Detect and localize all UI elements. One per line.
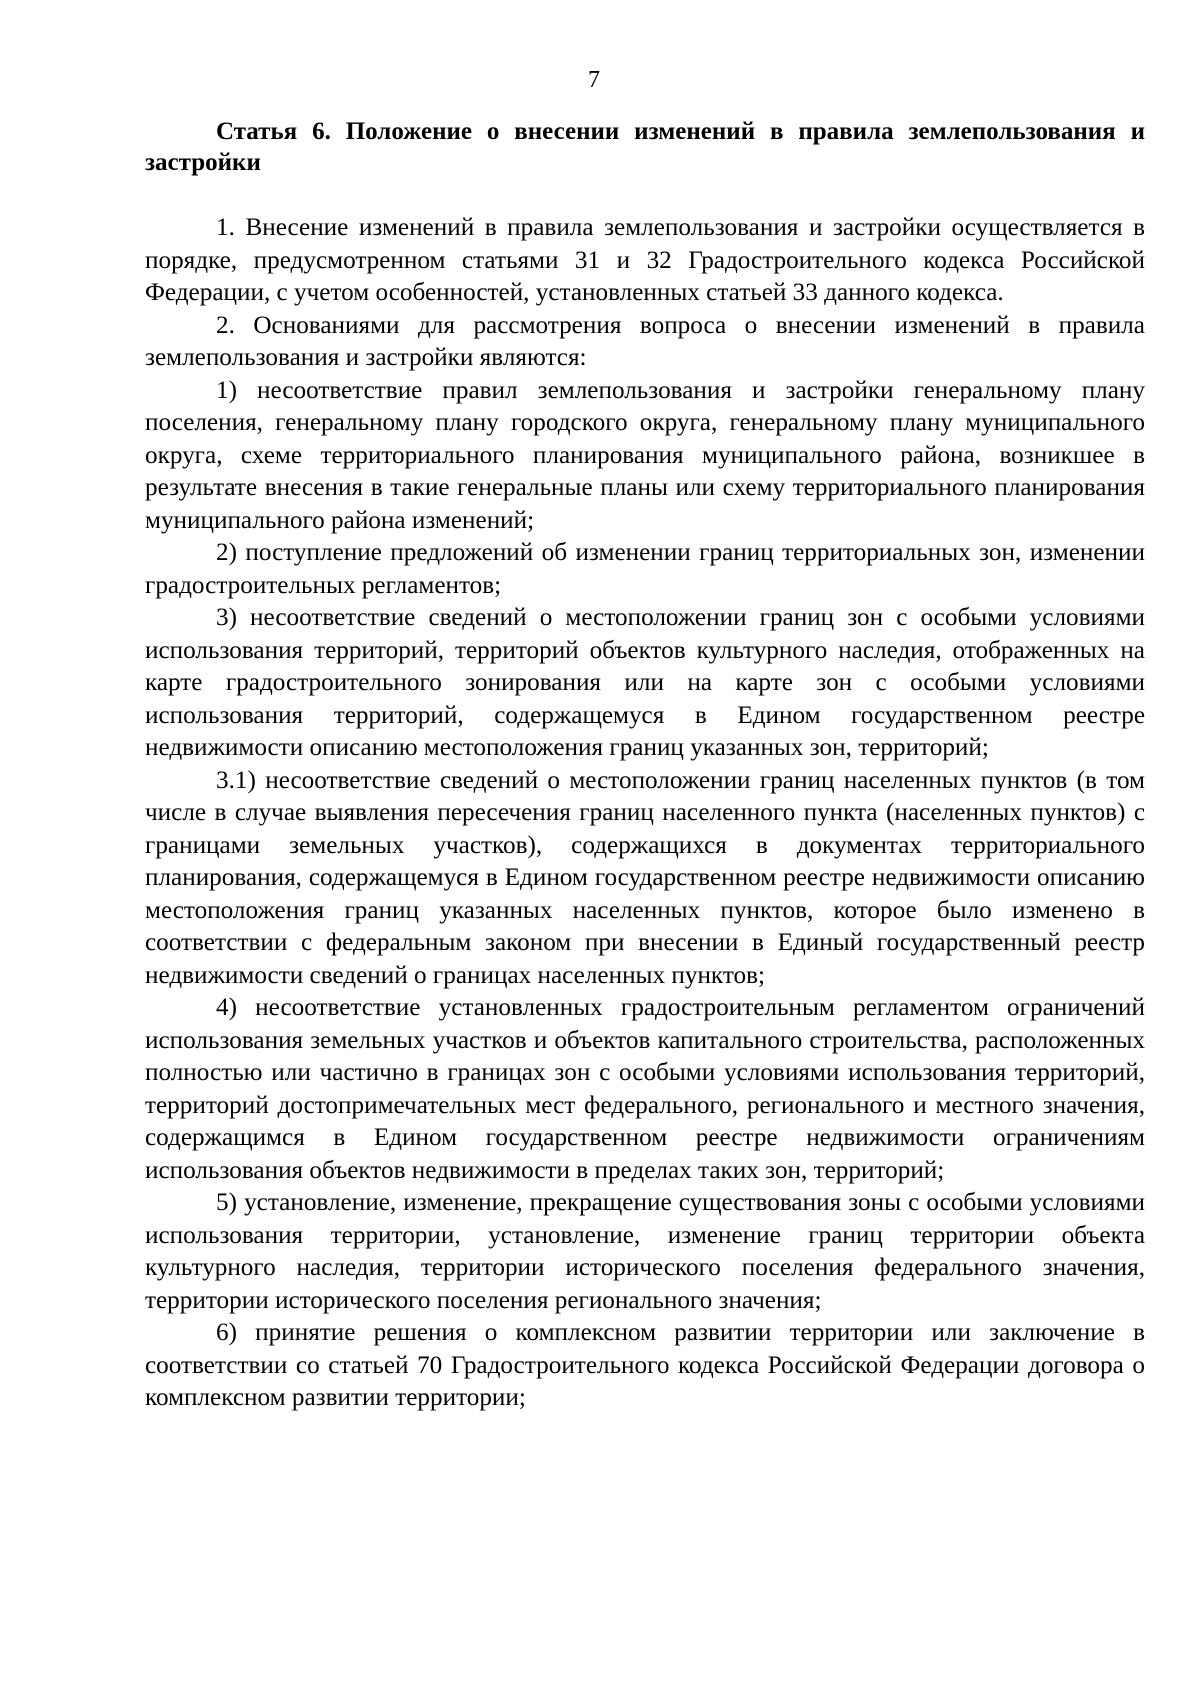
list-item-6: 6) принятие решения о комплексном развитии территории или заключение в соответствии со статьей 70 Градостроительного кодекса Российской Федерации договора о комплексном развитии территории; [145,1319,1145,1411]
list-item-1: 1) несоответствие правил землепользования и застройки генеральному плану поселения, генеральному плану городского округа, генеральному плану муниципального округа, схеме территориального планирования муниципального района, возникшее в результате внесения в такие генеральные планы или схему территориального планирования муниципального района изменений; [145,376,1145,534]
page-number: 7 [588,67,600,93]
list-item-3-1: 3.1) несоответствие сведений о местоположении границ населенных пунктов (в том числе в случае выявления пересечения границ населенного пункта (населенных пунктов) с границами земельных участков), содержащихся в документах территориального планирования, содержащемуся в Едином государственном реестре недвижимости описанию местоположения границ указанных населенных пунктов, которое было изменено в соответствии с федеральным законом при внесении в Единый государственный реестр недвижимости сведений о границах населенных пунктов; [145,766,1145,989]
list-item-2: 2) поступление предложений об изменении границ территориальных зон, изменении градостроительных регламентов; [145,539,1145,599]
list-item-3: 3) несоответствие сведений о местоположении границ зон с особыми условиями использования территорий, территорий объектов культурного наследия, отображенных на карте градостроительного зонирования или на карте зон с особыми условиями использования территорий, содержащемуся в Едином государственном реестре недвижимости описанию местоположения границ указанных зон, территорий; [145,604,1145,761]
paragraph-1: 1. Внесение изменений в правила землепользования и застройки осуществляется в порядке, предусмотренном статьями 31 и 32 Градостроительного кодекса Российской Федерации, с учетом особенностей, установленных статьей 33 данного кодекса. [145,214,1145,306]
article-title: Статья 6. Положение о внесении изменений в правила землепользования и застройки [145,118,1145,176]
list-item-5: 5) установление, изменение, прекращение существования зоны с особыми условиями использования территории, установление, изменение границ территории объекта культурного наследия, территории исторического поселения федерального значения, территории исторического поселения регионального значения; [145,1189,1145,1314]
document-body [145,212,1145,1415]
list-item-4: 4) несоответствие установленных градостроительным регламентом ограничений использования земельных участков и объектов капитального строительства, расположенных полностью или частично в границах зон с особыми условиями использования территорий, территорий достопримечательных мест федерального, регионального и местного значения, содержащимся в Едином государственном реестре недвижимости ограничениям использования объектов недвижимости в пределах таких зон, территорий; [145,994,1145,1184]
paragraph-2: 2. Основаниями для рассмотрения вопроса о внесении изменений в правила землепользования и застройки являются: [145,311,1145,371]
